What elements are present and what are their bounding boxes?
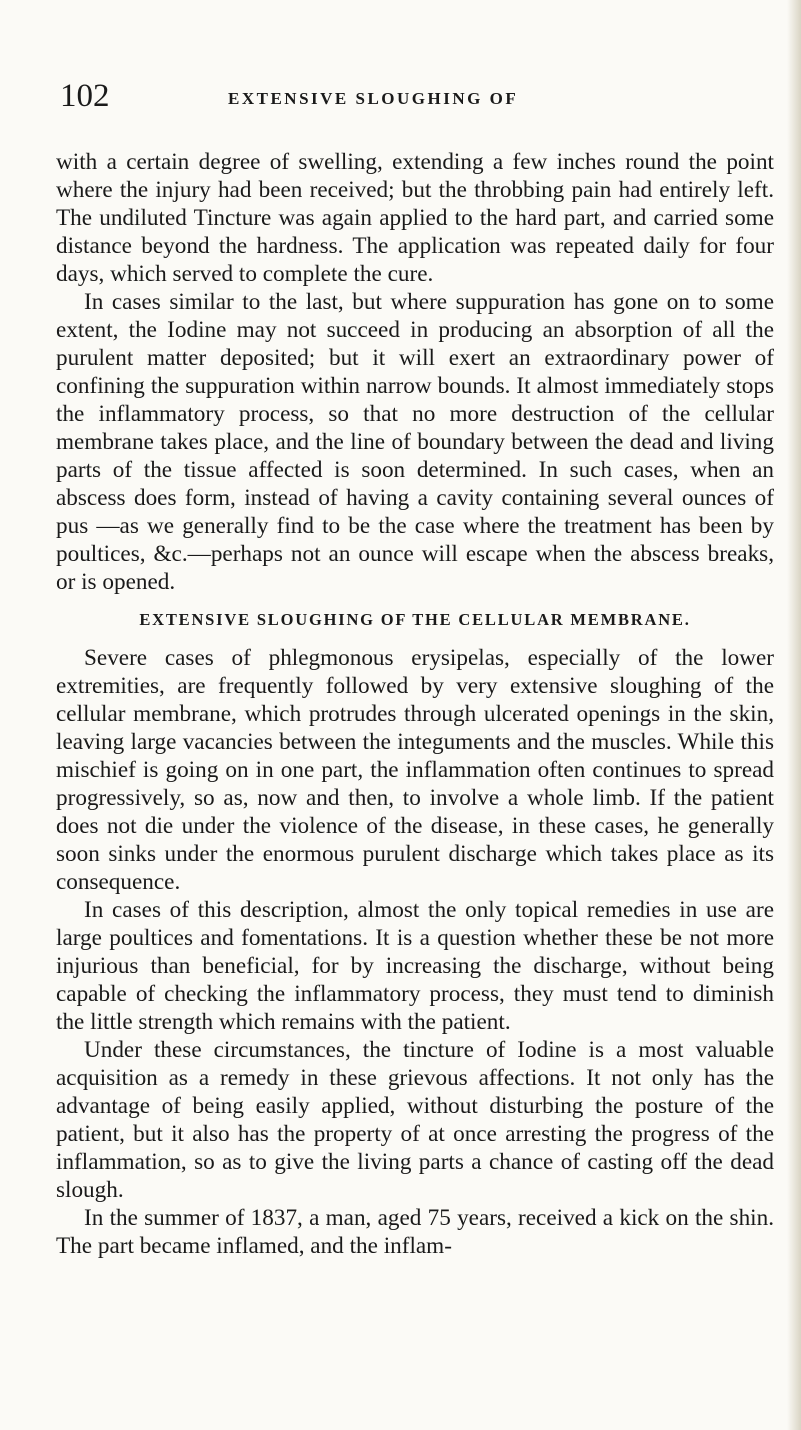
paragraph: In cases of this description, almost the only topical remedies in use are large poultices and fomentations. It is a question whether these be not more injurious than beneficial, for by increasing the discharge, without being capable of checking the inflammatory process, they must tend to diminish the little strength which remains with the patient. <box>56 897 774 1035</box>
paragraph: In cases similar to the last, but where suppuration has gone on to some extent, the Iodine may not succeed in producing an absorption of all the purulent matter deposited; but it will exert an extraordinary power of confining the suppuration within narrow bounds. It almost immediately stops the inflammatory process, so that no more destruction of the cellular membrane takes place, and the line of boundary between the dead and living parts of the tissue affected is soon determined. In such cases, when an abscess does form, instead of having a cavity containing several ounces of pus —as we generally find to be the case where the treatment has been by poultices, &c.—perhaps not an ounce will escape when the abscess breaks, or is opened. <box>56 289 774 595</box>
paragraph: In the summer of 1837, a man, aged 75 years, received a kick on the shin. The part became inflamed, and the inflam- <box>56 1205 774 1259</box>
paragraph: Under these circumstances, the tincture of Iodine is a most valuable acquisition as a remedy in these grievous affections. It not only has the advantage of being easily applied, without disturbing the posture of the patient, but it also has the property of at once arresting the progress of the inflammation, so as to give the living parts a chance of casting off the dead slough. <box>56 1037 774 1203</box>
page-edge-shadow <box>787 0 801 1430</box>
paragraph: with a certain degree of swelling, extending a few inches round the point where the injury had been received; but the throbbing pain had entirely left. The undiluted Tincture was again applied to the hard part, and carried some distance beyond the hardness. The application was repeated daily for four days, which served to complete the cure. <box>56 149 774 287</box>
page-header <box>0 78 801 118</box>
body-text <box>56 148 774 1260</box>
running-head: EXTENSIVE SLOUGHING OF <box>228 89 519 108</box>
section-heading: EXTENSIVE SLOUGHING OF THE CELLULAR MEMBRANE. <box>139 610 691 629</box>
page-number: 102 <box>60 78 110 114</box>
paragraph: Severe cases of phlegmonous erysipelas, especially of the lower extremities, are frequently followed by very extensive sloughing of the cellular membrane, which protrudes through ulcerated openings in the skin, leaving large vacancies between the integuments and the muscles. While this mischief is going on in one part, the inflammation often continues to spread progressively, so as, now and then, to involve a whole limb. If the patient does not die under the violence of the disease, in these cases, he generally soon sinks under the enormous purulent discharge which takes place as its consequence. <box>56 645 774 895</box>
